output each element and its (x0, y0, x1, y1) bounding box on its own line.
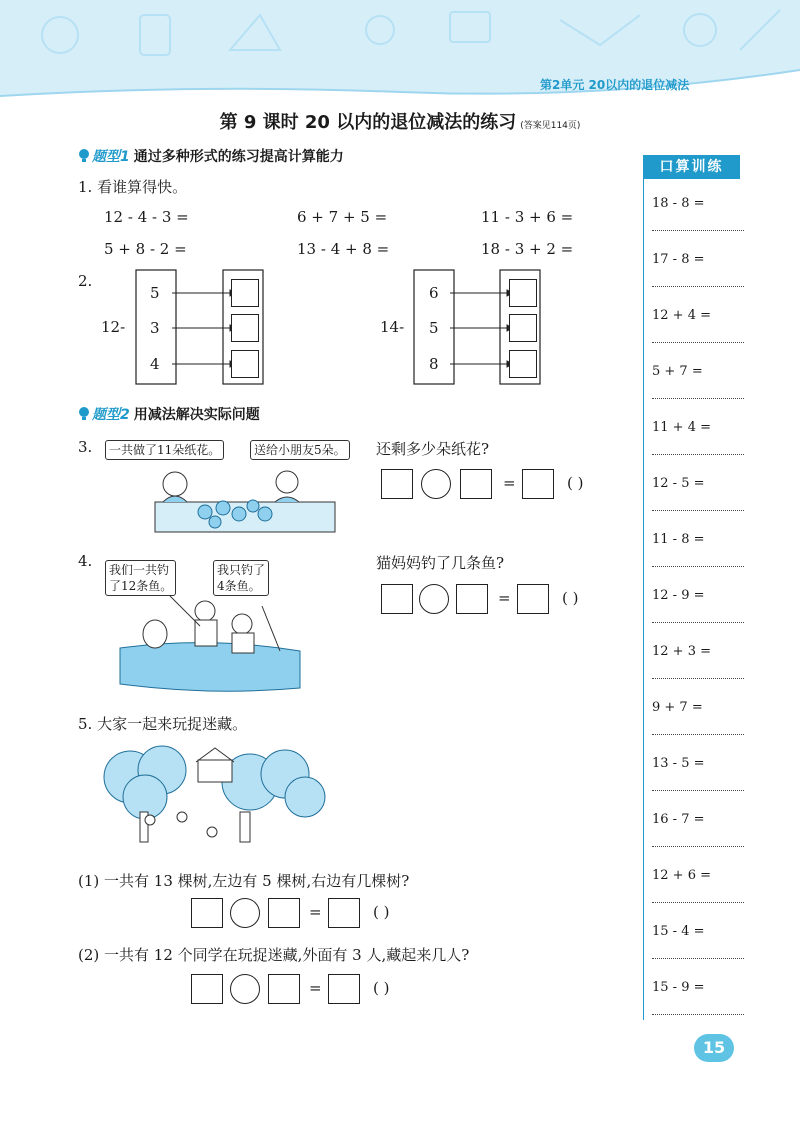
q4-bubble-1-line-1: 我们一共钓 (109, 563, 170, 577)
q1-expr-1: 12 - 4 - 3 = (104, 208, 189, 226)
answer-box[interactable] (191, 974, 223, 1004)
answer-box[interactable] (456, 584, 488, 614)
oral-calc-answer-line[interactable] (652, 510, 744, 511)
oral-calc-answer-line[interactable] (652, 734, 744, 735)
answer-box[interactable] (517, 584, 549, 614)
answer-box[interactable] (328, 974, 360, 1004)
q4-equals: = (498, 589, 511, 607)
section-1-tag: 题型1 (92, 149, 130, 165)
answer-box[interactable] (328, 898, 360, 928)
oral-calc-title: 口算训练 (643, 155, 740, 179)
oral-calc-answer-line[interactable] (652, 566, 744, 567)
oral-calc-item: 12 + 4 = (652, 308, 711, 323)
section-1-heading (78, 146, 344, 166)
oral-calc-item: 11 + 4 = (652, 420, 711, 435)
oral-calc-item: 13 - 5 = (652, 756, 705, 771)
oral-calc-answer-line[interactable] (652, 790, 744, 791)
answer-box[interactable] (231, 350, 259, 378)
oral-calc-answer-line[interactable] (652, 398, 744, 399)
q4-bubble-1-line-2: 了12条鱼。 (109, 579, 173, 593)
oral-calc-answer-line[interactable] (652, 958, 744, 959)
oral-calc-item: 12 + 3 = (652, 644, 711, 659)
oral-calc-item: 16 - 7 = (652, 812, 705, 827)
q4-bubble-2-line-2: 4条鱼。 (217, 579, 261, 593)
unit-paren[interactable]: ( ) (567, 474, 584, 492)
q3-label: 3. (78, 438, 93, 456)
unit-paren[interactable]: ( ) (373, 903, 390, 921)
q1-expr-5: 13 - 4 + 8 = (297, 240, 390, 258)
oral-calc-answer-line[interactable] (652, 622, 744, 623)
answer-box[interactable] (191, 898, 223, 928)
oral-calc-answer-line[interactable] (652, 230, 744, 231)
oral-calc-item: 12 - 5 = (652, 476, 705, 491)
oral-calc-item: 11 - 8 = (652, 532, 705, 547)
section-1-text: 通过多种形式的练习提高计算能力 (133, 149, 344, 165)
unit-paren[interactable]: ( ) (562, 589, 579, 607)
oral-calc-item: 5 + 7 = (652, 364, 703, 379)
unit-paren[interactable]: ( ) (373, 979, 390, 997)
q4-label: 4. (78, 552, 93, 570)
operator-circle[interactable] (421, 469, 451, 499)
answer-note: (答案见114页) (520, 121, 581, 131)
page-number: 15 (694, 1034, 734, 1062)
section-2-tag: 题型2 (92, 407, 130, 423)
q5-label: 5. 大家一起来玩捉迷藏。 (78, 715, 248, 733)
answer-box[interactable] (268, 974, 300, 1004)
q2-left-num-2: 3 (150, 319, 160, 337)
q1-label: 1. 看谁算得快。 (78, 178, 188, 196)
q3-speech-bubble-2: 送给小朋友5朵。 (250, 440, 350, 460)
section-2-text: 用减法解决实际问题 (133, 407, 260, 423)
answer-box[interactable] (381, 469, 413, 499)
oral-calc-answer-line[interactable] (652, 678, 744, 679)
q4-bubble-2-line-1: 我只钓了 (217, 563, 266, 577)
q4-question: 猫妈妈钓了几条鱼? (376, 554, 505, 572)
oral-calc-item: 15 - 9 = (652, 980, 705, 995)
q1-expr-2: 6 + 7 + 5 = (297, 208, 388, 226)
q5-sub-1: (1) 一共有 13 棵树,左边有 5 棵树,右边有几棵树? (78, 872, 410, 890)
oral-calc-item: 12 + 6 = (652, 868, 711, 883)
unit-label: 第2单元 20以内的退位减法 (540, 78, 690, 92)
hide-and-seek-illustration (100, 742, 330, 857)
q3-equals: = (503, 474, 516, 492)
section-2-heading (78, 404, 260, 424)
answer-box[interactable] (509, 350, 537, 378)
q1-expr-6: 18 - 3 + 2 = (481, 240, 574, 258)
paper-flowers-illustration (135, 462, 365, 542)
oral-calc-answer-line[interactable] (652, 454, 744, 455)
lesson-title (0, 108, 800, 134)
lesson-title-text: 第 9 课时 20 以内的退位减法的练习 (219, 112, 517, 133)
oral-calc-answer-line[interactable] (652, 342, 744, 343)
q5-sub-2: (2) 一共有 12 个同学在玩捉迷藏,外面有 3 人,藏起来几人? (78, 946, 470, 964)
oral-calc-answer-line[interactable] (652, 902, 744, 903)
q1-expr-4: 5 + 8 - 2 = (104, 240, 187, 258)
oral-calc-item: 17 - 8 = (652, 252, 705, 267)
q4-speech-bubble-2 (213, 560, 269, 596)
answer-box[interactable] (509, 314, 537, 342)
operator-circle[interactable] (230, 974, 260, 1004)
answer-box[interactable] (460, 469, 492, 499)
q2-right-num-2: 5 (429, 319, 439, 337)
oral-calc-item: 9 + 7 = (652, 700, 703, 715)
answer-box[interactable] (231, 279, 259, 307)
oral-calc-answer-line[interactable] (652, 1014, 744, 1015)
q3-speech-bubble-1: 一共做了11朵纸花。 (105, 440, 224, 460)
q2-right-num-3: 8 (429, 355, 439, 373)
q2-label: 2. (78, 272, 93, 290)
oral-calc-item: 15 - 4 = (652, 924, 705, 939)
q1-expr-3: 11 - 3 + 6 = (481, 208, 574, 226)
q2-left-minuend: 12- (101, 318, 126, 336)
q2-left-num-3: 4 (150, 355, 160, 373)
lightbulb-icon (78, 149, 90, 163)
lightbulb-icon (78, 407, 90, 421)
oral-calc-answer-line[interactable] (652, 286, 744, 287)
answer-box[interactable] (381, 584, 413, 614)
q5-sub-1-equals: = (309, 903, 322, 921)
oral-calc-answer-line[interactable] (652, 846, 744, 847)
oral-calc-item: 12 - 9 = (652, 588, 705, 603)
q3-question: 还剩多少朵纸花? (376, 440, 490, 458)
operator-circle[interactable] (419, 584, 449, 614)
answer-box[interactable] (268, 898, 300, 928)
answer-box[interactable] (231, 314, 259, 342)
answer-box[interactable] (509, 279, 537, 307)
q4-speech-bubble-1 (105, 560, 176, 596)
q2-left-num-1: 5 (150, 284, 160, 302)
answer-box[interactable] (522, 469, 554, 499)
q5-sub-2-equals: = (309, 979, 322, 997)
oral-calc-item: 18 - 8 = (652, 196, 705, 211)
operator-circle[interactable] (230, 898, 260, 928)
q2-right-minuend: 14- (380, 318, 405, 336)
q2-right-num-1: 6 (429, 284, 439, 302)
